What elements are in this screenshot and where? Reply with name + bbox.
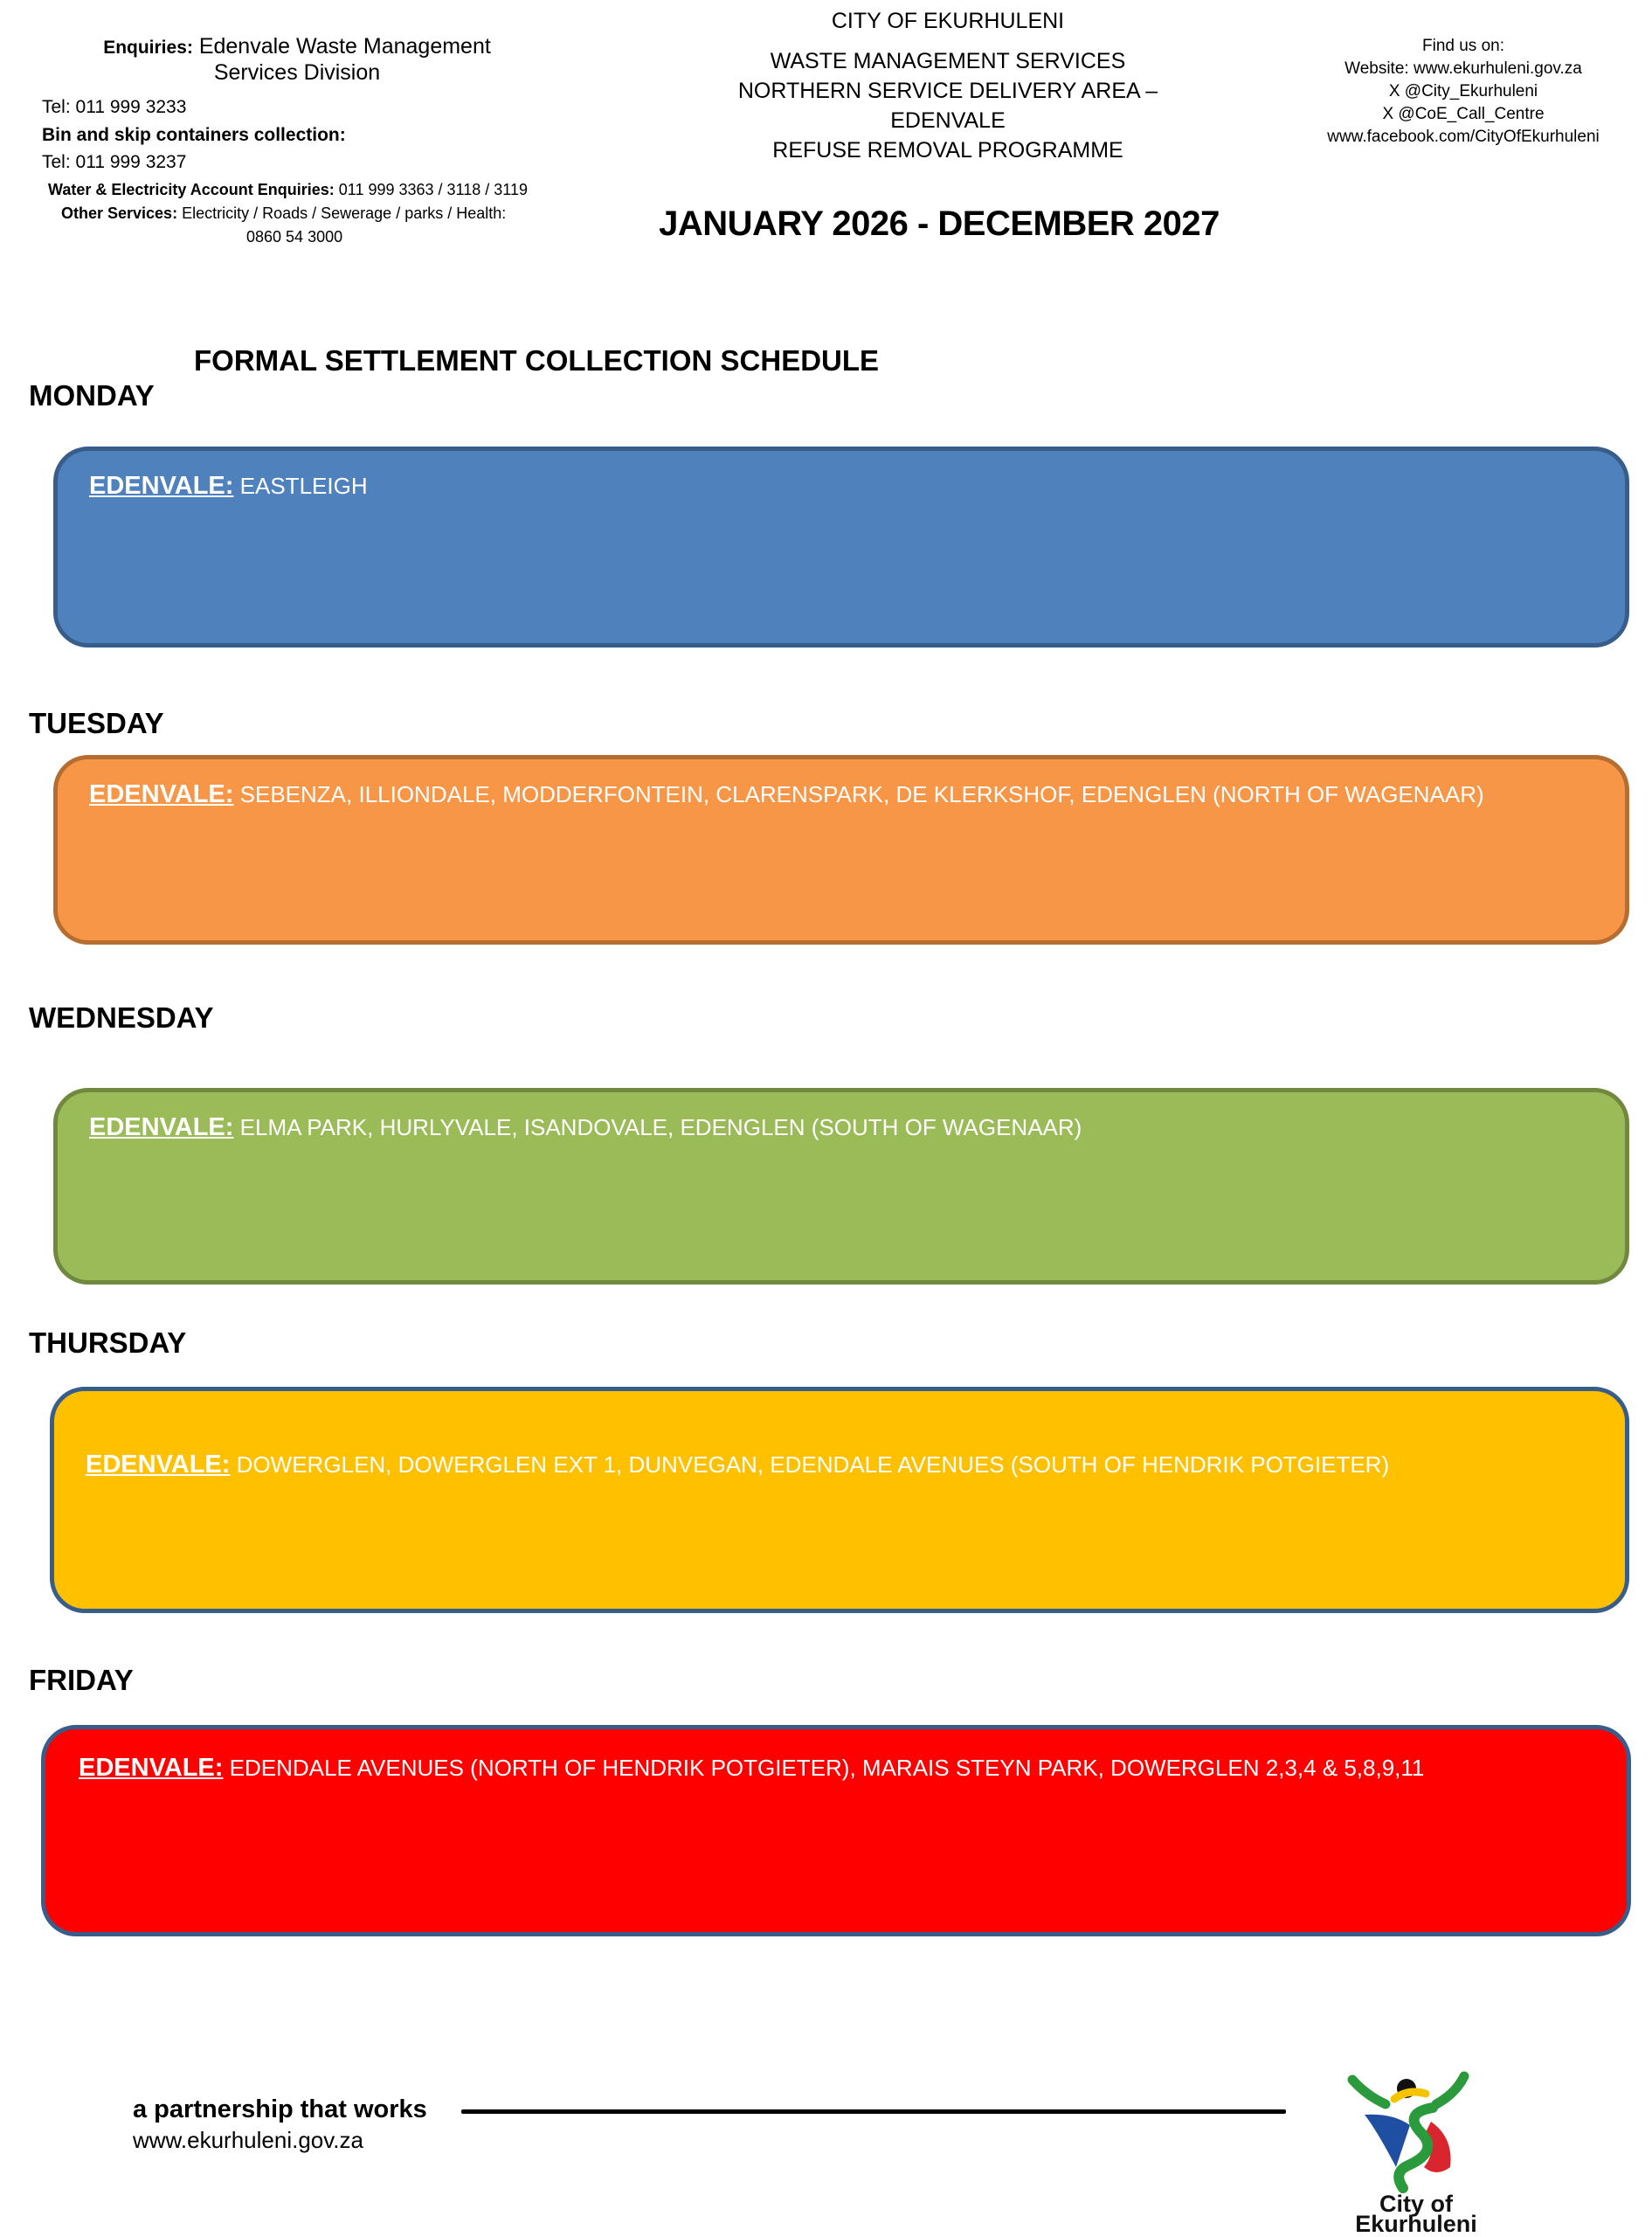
other-text: Electricity / Roads / Sewerage / parks / Health: (182, 204, 507, 222)
monday-areas (89, 472, 368, 501)
programme-period: JANUARY 2026 - DECEMBER 2027 (659, 204, 1220, 243)
city-name: CITY OF EKURHULENI (831, 9, 1065, 33)
logo-text-line-2: Ekurhuleni (1355, 2211, 1477, 2237)
dept-line-1: WASTE MANAGEMENT SERVICES (770, 49, 1126, 73)
enquiries-line (26, 33, 568, 61)
tel-2: Tel: 011 999 3237 (42, 152, 187, 172)
find-us: Find us on: (1422, 37, 1504, 55)
area-name: EDENVALE: (89, 472, 234, 500)
monday-collection-box (53, 447, 1629, 648)
area-name: EDENVALE: (86, 1451, 231, 1479)
suburb-list: DOWERGLEN, DOWERGLEN EXT 1, DUNVEGAN, EDENDALE AVENUES (SOUTH OF HENDRIK POTGIETER) (236, 1451, 1390, 1478)
water-label: Water & Electricity Account Enquiries: (48, 181, 335, 198)
other-label: Other Services: (61, 204, 178, 222)
area-name: EDENVALE: (89, 1113, 234, 1141)
wednesday-areas (89, 1113, 1082, 1142)
wednesday-collection-box (53, 1088, 1629, 1285)
suburb-list: SEBENZA, ILLIONDALE, MODDERFONTEIN, CLARENSPARK, DE KLERKSHOF, EDENGLEN (NORTH OF WAGENAAR) (239, 781, 1484, 807)
enquiries-label: Enquiries: (103, 38, 193, 58)
suburb-list: EASTLEIGH (239, 473, 368, 499)
other-number: 0860 54 3000 (246, 228, 343, 246)
logo-figure-icon (1342, 2069, 1490, 2200)
water-enquiries (48, 178, 528, 201)
footer-url[interactable]: www.ekurhuleni.gov.za (133, 2127, 363, 2153)
thursday-areas (86, 1451, 1389, 1479)
friday-collection-box (41, 1725, 1631, 1936)
footer-divider (461, 2109, 1286, 2114)
area-name: EDENVALE: (79, 1754, 224, 1782)
dept-line-3: EDENVALE (890, 108, 1006, 133)
suburb-list: ELMA PARK, HURLYVALE, ISANDOVALE, EDENGLEN (SOUTH OF WAGENAAR) (239, 1114, 1082, 1140)
dept-line-4: REFUSE REMOVAL PROGRAMME (772, 138, 1123, 163)
day-thursday-label: THURSDAY (29, 1326, 187, 1359)
logo-text-line-1: City of (1379, 2191, 1453, 2217)
bin-skip-label: Bin and skip containers collection: (42, 125, 346, 145)
friday-areas (79, 1754, 1424, 1783)
day-tuesday-label: TUESDAY (29, 707, 164, 739)
tuesday-areas (89, 780, 1484, 809)
dept-line-2: NORTHERN SERVICE DELIVERY AREA – (737, 79, 1158, 103)
area-name: EDENVALE: (89, 780, 234, 808)
website-link[interactable]: Website: www.ekurhuleni.gov.za (1344, 59, 1582, 78)
x-handle-2[interactable]: X @CoE_Call_Centre (1382, 105, 1545, 123)
footer-slogan: a partnership that works (133, 2095, 427, 2123)
day-monday-label: MONDAY (29, 379, 155, 412)
schedule-title: FORMAL SETTLEMENT COLLECTION SCHEDULE (194, 344, 880, 377)
day-friday-label: FRIDAY (29, 1664, 134, 1696)
day-wednesday-label: WEDNESDAY (29, 1001, 214, 1034)
x-handle-1[interactable]: X @City_Ekurhuleni (1388, 82, 1538, 100)
water-numbers: 011 999 3363 / 3118 / 3119 (338, 181, 528, 198)
facebook-link[interactable]: www.facebook.com/CityOfEkurhuleni (1327, 128, 1600, 146)
other-services (61, 202, 506, 225)
thursday-collection-box (50, 1387, 1629, 1613)
suburb-list: EDENDALE AVENUES (NORTH OF HENDRIK POTGIETER), MARAIS STEYN PARK, DOWERGLEN 2,3,4 & 5,8,9,11 (229, 1755, 1425, 1781)
enquiries-text: Edenvale Waste Management (198, 34, 491, 59)
tel-1: Tel: 011 999 3233 (42, 97, 187, 117)
enquiries-text-2: Services Division (213, 60, 381, 85)
tuesday-collection-box (53, 755, 1629, 945)
